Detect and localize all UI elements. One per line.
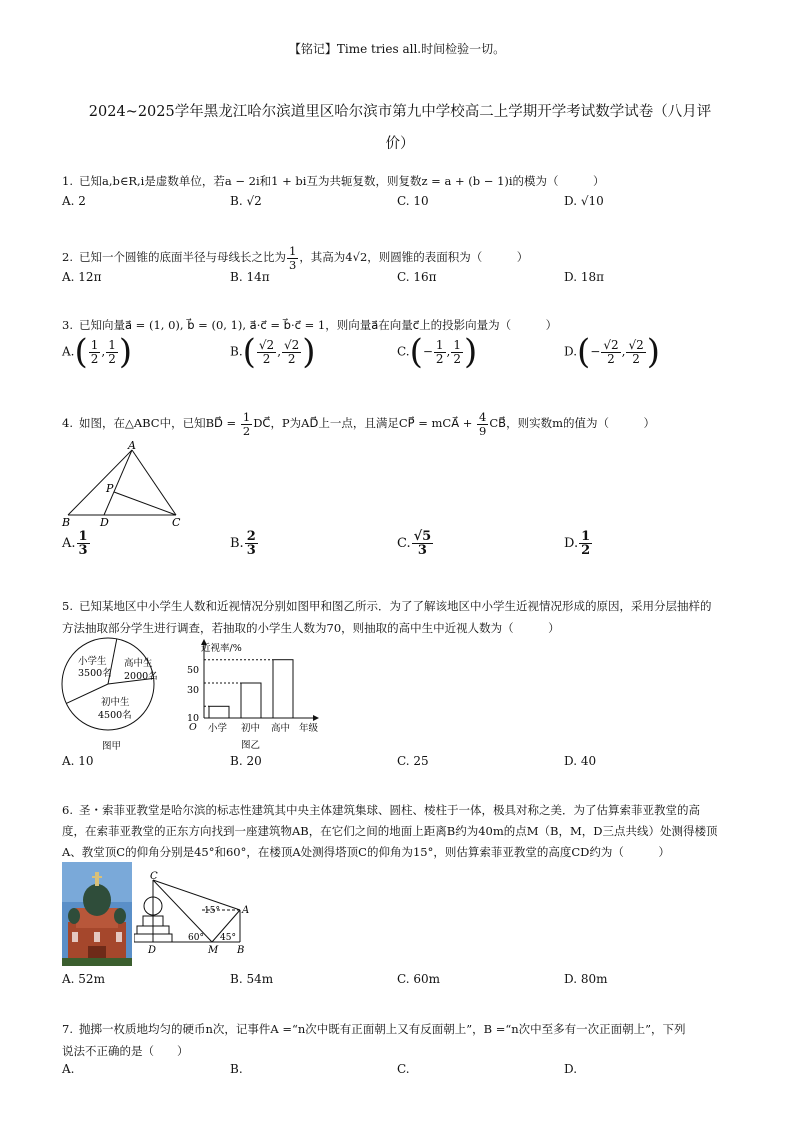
pie-value-primary: 3500名 — [78, 668, 112, 679]
fraction — [287, 245, 298, 272]
q7-option-b: B. — [230, 1062, 243, 1076]
fraction — [477, 411, 488, 438]
question-5 — [62, 595, 742, 639]
label-a: A — [242, 905, 250, 916]
fraction — [89, 339, 101, 366]
q3-option-a: A.( $\frac{1}{2}$ , $\frac{1}{2}$ ) — [62, 332, 133, 372]
q7-option-c: C. — [397, 1062, 410, 1076]
denominator: 2 — [453, 351, 462, 366]
q1-option-a: A. 2 — [62, 194, 86, 208]
question-6 — [62, 800, 742, 863]
fraction — [601, 339, 620, 366]
triangle-figure — [60, 440, 190, 530]
numerator: √2 — [603, 337, 619, 352]
header-motto: 【铭记】Time tries all.时间检验一切。 — [288, 42, 506, 56]
denominator: 2 — [581, 543, 591, 558]
question-text-line2: 方法抽取部分学生进行调查，若抽取的小学生人数为70，则抽取的高中生中近视人数为（ ） — [62, 621, 560, 635]
numerator: √2 — [284, 337, 300, 352]
q3-option-d: D.(− $\frac{√2}{2}$ , $\frac{√2}{2}$ ) — [564, 332, 660, 372]
q1-option-b: B. √2 — [230, 194, 262, 208]
denominator: 3 — [288, 257, 297, 272]
bar-guides — [204, 660, 273, 707]
pie-value-high: 2000名 — [124, 671, 158, 682]
left-paren: ( — [409, 332, 423, 372]
q6-option-c: C. 60m — [397, 972, 441, 986]
question-text-line1: 圣・索菲亚教堂是哈尔滨的标志性建筑其中央主体建筑集球、圆柱、棱柱于一体，极具对称之美．为了估算索菲亚教堂的高 — [78, 803, 700, 817]
angle-15: 15° — [204, 906, 220, 916]
numerator: 1 — [435, 337, 444, 352]
fraction — [434, 339, 446, 366]
fraction — [282, 339, 301, 366]
numerator: 1 — [242, 409, 251, 424]
left-paren: ( — [242, 332, 256, 372]
question-number: 2. — [62, 250, 73, 264]
denominator: 3 — [417, 543, 427, 558]
bar-1 — [209, 706, 229, 718]
denominator: 3 — [78, 543, 88, 558]
label-p: P — [106, 482, 114, 495]
bar-chart — [183, 636, 323, 752]
q6-option-d: D. 80m — [564, 972, 608, 986]
x-axis-label: 年级 — [299, 723, 319, 734]
q2-option-d: D. 18π — [564, 270, 604, 284]
elevation-figure — [134, 868, 260, 962]
numerator: 1 — [78, 529, 88, 544]
y-tick-50: 50 — [187, 665, 200, 676]
denominator: 2 — [90, 351, 99, 366]
question-text-line1: 已知某地区中小学生人数和近视情况分别如图甲和图乙所示．为了了解该地区中小学生近视情况形成的原因，采用分层抽样的 — [78, 599, 712, 613]
exam-title-line2: 价） — [385, 136, 415, 152]
right-paren: ) — [646, 332, 660, 372]
q6-option-a: A. 52m — [62, 972, 105, 986]
q4-option-c — [397, 530, 434, 557]
question-text-line3: A、教堂顶C的仰角分别是45°和60°，在楼顶A处测得塔顶C的仰角为15°，则估算索菲亚教堂的高度CD约为（ ） — [62, 845, 670, 859]
fraction — [245, 530, 258, 557]
q2-option-c: C. 16π — [397, 270, 437, 284]
bar-marks — [209, 660, 293, 718]
fraction — [412, 530, 434, 557]
denominator: 2 — [108, 351, 116, 366]
question-text-a: 如图，在△ABC中，已知BD⃗ = — [78, 416, 240, 430]
q5-option-a: A. 10 — [62, 754, 94, 768]
pie-chart — [60, 636, 170, 752]
bar-2 — [241, 683, 261, 718]
q3-option-b: B.( $\frac{√2}{2}$ , $\frac{√2}{2}$ ) — [230, 332, 316, 372]
denominator: 9 — [479, 423, 487, 438]
question-text-line2: 说法不正确的是（ ） — [62, 1044, 189, 1058]
left-paren: ( — [577, 332, 591, 372]
denominator: 2 — [607, 351, 615, 366]
numerator: √2 — [628, 337, 644, 352]
right-paren: ) — [302, 332, 316, 372]
question-text-b: ，其高为4√2，则圆锥的表面积为（ ） — [299, 250, 529, 264]
question-7 — [62, 1018, 742, 1062]
question-number: 7. — [62, 1022, 73, 1036]
y-tick-30: 30 — [187, 685, 200, 696]
question-1 — [62, 172, 742, 191]
q3-option-c: C.(− $\frac{1}{2}$ , $\frac{1}{2}$ ) — [397, 332, 478, 372]
numerator: 1 — [581, 529, 591, 544]
q5-option-c: C. 25 — [397, 754, 429, 768]
option-label: C. — [397, 536, 411, 551]
question-number: 1. — [62, 174, 73, 188]
origin-label: O — [189, 722, 197, 733]
minus-sign: − — [422, 344, 433, 359]
numerator: √5 — [413, 529, 432, 544]
question-text: 已知a,b∈R,i是虚数单位，若a − 2i和1 + bi互为共轭复数，则复数z = a + (b − 1)i的模为（ ） — [78, 174, 605, 188]
label-c: C — [172, 516, 181, 529]
q2-option-b: B. 14π — [230, 270, 270, 284]
denominator: 2 — [632, 351, 640, 366]
denominator: 3 — [246, 543, 256, 558]
option-label: A. — [62, 344, 75, 359]
x-tick-high: 高中 — [271, 723, 291, 734]
bar-caption: 图乙 — [241, 740, 261, 751]
question-text-c: CB⃗，则实数m的值为（ ） — [489, 416, 655, 430]
q5-option-d: D. 40 — [564, 754, 597, 768]
y-tick-10: 10 — [187, 713, 200, 724]
angle-45: 45° — [220, 933, 236, 943]
question-text-line2: 度，在索菲亚教堂的正东方向找到一座建筑物AB，在它们之间的地面上距离B约为40m的点M（B，M，D三点共线）处测得楼顶 — [62, 824, 718, 838]
numerator: 1 — [108, 337, 116, 352]
fraction — [257, 339, 276, 366]
right-paren: ) — [464, 332, 478, 372]
q4-option-a — [62, 530, 91, 557]
q6-option-b: B. 54m — [230, 972, 274, 986]
label-b: B — [62, 516, 71, 529]
numerator: 2 — [246, 529, 256, 544]
question-text: 已知向量a⃗ = (1, 0), b⃗ = (0, 1), a⃗·c⃗ = b⃗·c⃗ = 1，则向量a⃗在向量c⃗上的投影向量为（ ） — [78, 318, 558, 332]
minus-sign: − — [590, 344, 601, 359]
q1-option-d: D. √10 — [564, 194, 604, 208]
question-number: 4. — [62, 416, 73, 430]
denominator: 2 — [435, 351, 444, 366]
q7-option-a: A. — [62, 1062, 75, 1076]
question-4 — [62, 408, 742, 438]
label-b: B — [237, 945, 245, 956]
q4-option-b — [230, 530, 259, 557]
exam-title — [50, 96, 750, 160]
pie-label-primary: 小学生 — [78, 656, 107, 667]
question-number: 5. — [62, 599, 73, 613]
option-label: D. — [564, 536, 579, 551]
option-label: B. — [230, 344, 243, 359]
option-label: A. — [62, 536, 76, 551]
question-text-b: DC⃗，P为AD⃗上一点，且满足CP⃗ = mCA⃗ + — [253, 416, 477, 430]
label-m: M — [208, 945, 219, 956]
angle-60: 60° — [188, 933, 204, 943]
cathedral-photo — [62, 862, 132, 966]
q4-option-d — [564, 530, 593, 557]
label-a: A — [128, 440, 136, 452]
x-tick-middle: 初中 — [241, 723, 261, 734]
pie-label-high: 高中生 — [124, 658, 153, 669]
numerator: 1 — [90, 337, 99, 352]
right-paren: ) — [118, 332, 133, 372]
label-d: D — [148, 945, 157, 956]
q2-option-a: A. 12π — [62, 270, 102, 284]
denominator: 2 — [287, 351, 296, 366]
fraction — [579, 530, 592, 557]
pie-value-middle: 4500名 — [98, 710, 132, 721]
fraction — [106, 339, 118, 366]
option-label: D. — [564, 344, 578, 359]
q5-option-b: B. 20 — [230, 754, 262, 768]
denominator: 2 — [242, 423, 251, 438]
bar-3 — [273, 660, 293, 718]
x-tick-primary: 小学 — [208, 723, 228, 734]
question-text-line1: 抛掷一枚质地均匀的硬币n次，记事件A =“n次中既有正面朝上又有反面朝上”，B =“n次中至多有一次正面朝上”，下列 — [78, 1022, 686, 1036]
q1-option-c: C. 10 — [397, 194, 429, 208]
option-label: B. — [230, 536, 244, 551]
question-2 — [62, 240, 742, 274]
fraction — [626, 339, 645, 366]
question-text-a: 已知一个圆锥的底面半径与母线长之比为 — [78, 250, 286, 264]
fraction — [451, 339, 463, 366]
numerator: 4 — [479, 409, 487, 424]
numerator: 1 — [453, 337, 462, 352]
fraction — [77, 530, 90, 557]
q7-option-d: D. — [564, 1062, 578, 1076]
pie-caption: 图甲 — [102, 741, 122, 752]
left-paren: ( — [74, 332, 88, 372]
option-label: C. — [397, 344, 410, 359]
question-number: 6. — [62, 803, 73, 817]
y-axis-label: 近视率/% — [201, 643, 242, 654]
label-d: D — [100, 516, 109, 529]
exam-title-line1: 2024~2025学年黑龙江哈尔滨道里区哈尔滨市第九中学校高二上学期开学考试数学试卷（八月评 — [88, 104, 712, 120]
x-axis-arrow — [313, 715, 319, 721]
question-number: 3. — [62, 318, 73, 332]
label-c: C — [150, 871, 158, 882]
pie-label-middle: 初中生 — [101, 697, 130, 708]
denominator: 2 — [262, 351, 271, 366]
numerator: √2 — [258, 337, 275, 352]
fraction — [241, 411, 252, 438]
numerator: 1 — [288, 243, 297, 258]
